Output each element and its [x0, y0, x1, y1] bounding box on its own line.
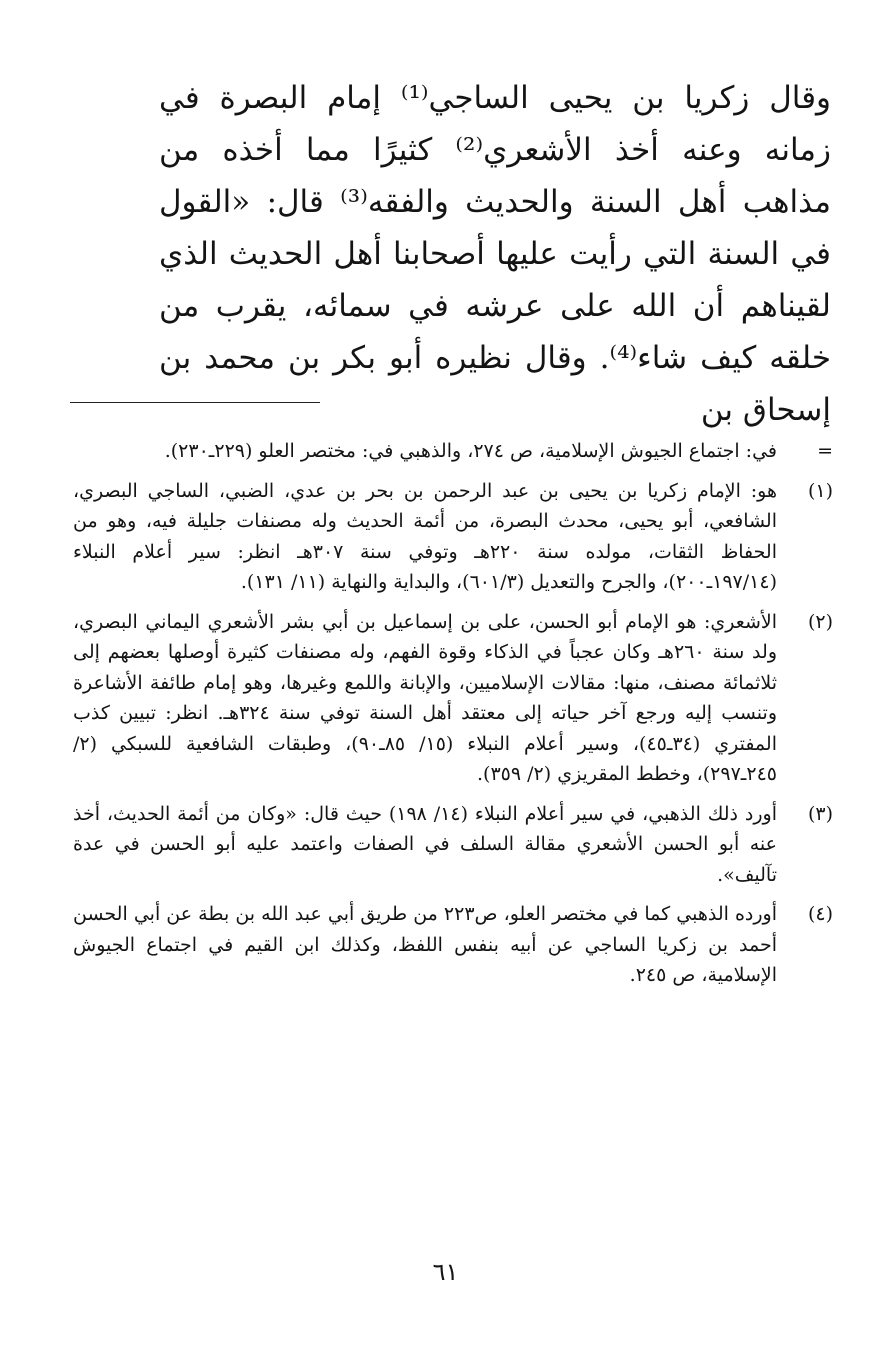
- footnote-marker: (٣): [807, 802, 833, 825]
- footnote-4: [73, 899, 833, 991]
- footnote-marker: (١): [807, 479, 833, 502]
- footnote-separator: [70, 402, 320, 403]
- main-text-block: [159, 72, 831, 436]
- footnote-marker: =: [817, 440, 833, 462]
- footnote-marker: (٤): [807, 903, 833, 925]
- main-paragraph: وقال زكريا بن يحيى الساجي⁽¹⁾ إمام البصرة في زمانه وعنه أخذ الأشعري⁽²⁾ كثيرًا مما أخذه من مذاهب أهل السنة والحديث والفقه⁽³⁾ قال: «القول في السنة التي رأيت عليها أصحابنا أهل الحديث الذي لقيناهم أن الله على عرشه في سمائه، يقرب من خلقه كيف شاء⁽⁴⁾. وقال نظيره أبو بكر بن محمد بن إسحاق بن: [159, 80, 831, 428]
- footnote-text: في: اجتماع الجيوش الإسلامية، ص ٢٧٤، والذهبي في: مختصر العلو (٢٢٩ـ٢٣٠).: [164, 440, 777, 462]
- footnote-3: [73, 799, 833, 891]
- footnote-marker: (٢): [807, 610, 833, 633]
- footnote-text: هو: الإمام زكريا بن يحيى بن عبد الرحمن بن بحر بن عدي، الضبي، الساجي البصري، الشافعي، أبو يحيى، محدث البصرة، من أئمة الحديث وله مصنفات جليلة فيه، وهو من الحفاظ الثقات، مولده سنة ٢٢٠هـ وتوفي سنة ٣٠٧هـ انظر: سير أعلام النبلاء (١٩٧/١٤ـ٢٠٠)، والجرح والتعديل (٦٠١/٣)، والبداية والنهاية (١١/ ١٣١).: [73, 479, 777, 593]
- footnote-text: الأشعري: هو الإمام أبو الحسن، على بن إسماعيل بن أبي بشر الأشعري اليماني البصري، ولد سنة ٢٦٠هـ وكان عجباً في الذكاء وقوة الفهم، وله مصنفات كثيرة أوصلها بعضهم إلى ثلاثمائة مصنف، منها: مقالات الإسلاميين، والإبانة واللمع وغيرها، وهو إمام طائفة الأشاعرة وتنسب إليه ورجع آخر حياته إلى معتقد أهل السنة توفي سنة ٣٢٤هـ. انظر: تبيين كذب المفتري (٣٤ـ٤٥)، وسير أعلام النبلاء (١٥/ ٨٥ـ٩٠)، وطبقات الشافعية للسبكي (٢/ ٢٤٥ـ٢٩٧)، وخطط المقريزي (٢/ ٣٥٩).: [73, 610, 777, 785]
- footnote-text: أورد ذلك الذهبي، في سير أعلام النبلاء (١٤/ ١٩٨) حيث قال: «وكان من أئمة الحديث، أخذ عنه أبو الحسن الأشعري مقالة السلف في الصفات واعتمد عليه أبو الحسن في عدة تآليف».: [73, 802, 777, 886]
- footnote-text: أورده الذهبي كما في مختصر العلو، ص٢٢٣ من طريق أبي عبد الله بن بطة عن أبي الحسن أحمد بن زكريا الساجي عن أبيه بنفس اللفظ، وكذلك ابن القيم في اجتماع الجيوش الإسلامية، ص ٢٤٥.: [73, 903, 778, 986]
- footnote-1: [73, 476, 833, 598]
- footnotes-section: [73, 436, 833, 1000]
- footnote-2: [73, 607, 833, 790]
- footnote-continuation: [73, 436, 833, 467]
- page-number: ٦١: [432, 1258, 459, 1286]
